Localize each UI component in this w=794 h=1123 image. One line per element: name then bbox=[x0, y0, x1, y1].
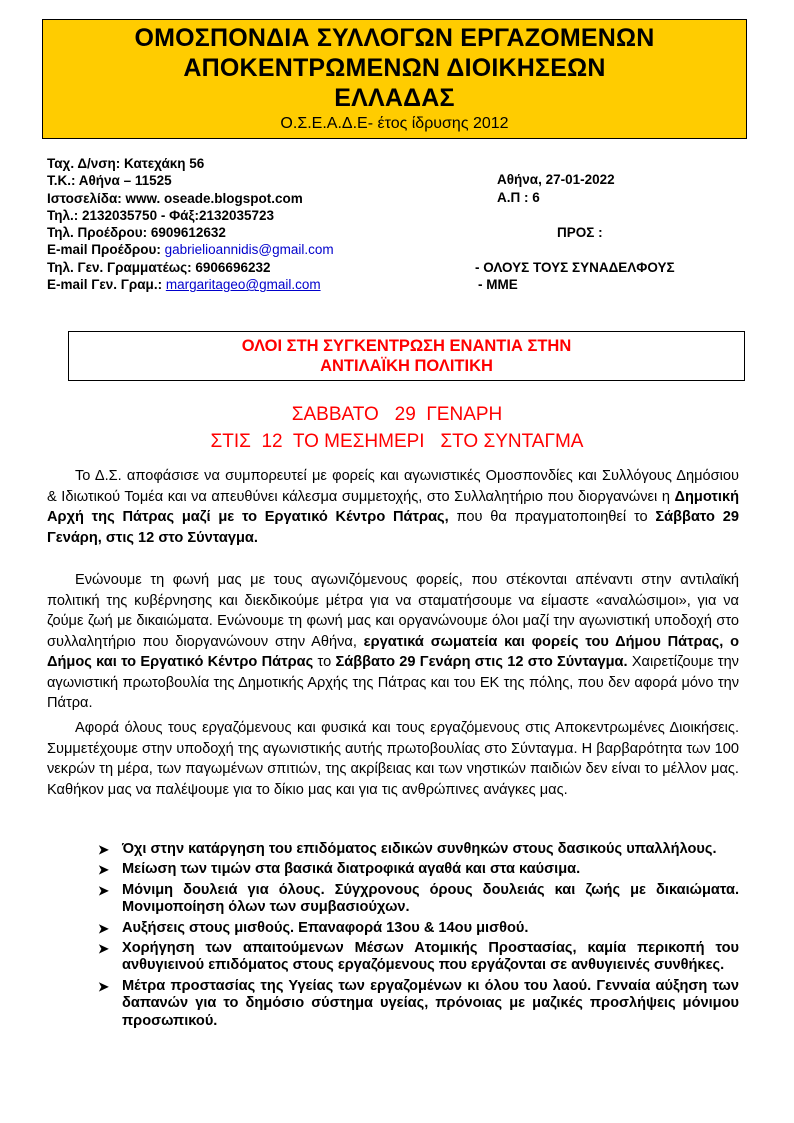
p2-text: Ενώνουμε τη φωνή μας με τους αγωνιζόμενους φορείς, που στέκονται απέναντι στην αντιλαϊκή πολιτική της κυβέρνησης και διεκδικούμε μέτρα για να σταματήσουμε να είμαστε «αναλώσιμοι», για να ζούμε ζωή με δικαιώματα. Ενώνουμε τη φωνή μας και οργανώνουμε όλοι μαζί την αγωνιστική υποδοχή στο συλλαλητήριο που διοργανώνουν στην Αθήνα, bbox=[47, 572, 739, 650]
demand-item bbox=[98, 920, 739, 937]
title-line-2: ΑΝΤΙΛΑΪΚΗ ΠΟΛΙΤΙΚΗ bbox=[320, 357, 493, 375]
demand-item bbox=[98, 882, 739, 917]
recipient-media: - ΜΜΕ bbox=[478, 277, 518, 292]
demands-list bbox=[98, 841, 739, 1033]
p2-organizers: εργατικά σωματεία και φορείς του Δήμου Πάτρας, ο Δήμος και το Εργατικό Κέντρο Πάτρας bbox=[47, 633, 739, 670]
president-email-label: E-mail Προέδρου: bbox=[47, 242, 165, 258]
org-name-line-1: ΟΜΟΣΠΟΝΔΙΑ ΣΥΛΛΟΓΩΝ ΕΡΓΑΖΟΜΕΝΩΝ bbox=[134, 24, 655, 52]
demand-text: Μόνιμη δουλειά για όλους. Σύγχρονους όρους δουλειάς και ζωής με δικαιώματα. Μονιμοποίηση όλων των συμβασιούχων. bbox=[122, 881, 739, 916]
title-line-1: ΟΛΟΙ ΣΤΗ ΣΥΓΚΕΝΤΡΩΣΗ ΕΝΑΝΤΙΑ ΣΤΗΝ bbox=[241, 337, 572, 355]
paragraph-3: Αφορά όλους τους εργαζόμενους και φυσικά και τους εργαζόμενους στις Αποκεντρωμένες Διοικήσεις. Συμμετέχουμε στην υποδοχή της αγωνιστικής αυτής πρωτοβουλίας στο Σύνταγμα. Η βαρβαρότητα των 100 νεκρών τη μέρα, των παγωμένων σπιτιών, της ακρίβειας και των νηστικών παιδιών δεν είναι το μέλλον μας. Καθήκον μας να παλέψουμε για το δίκιο μας και για τις ανθρώπινες ανάγκες μας. bbox=[47, 720, 739, 798]
president-phone: Τηλ. Προέδρου: 6909612632 bbox=[47, 225, 226, 241]
secretary-email-link[interactable]: margaritageo@gmail.com bbox=[165, 277, 321, 293]
p2-text-3: Χαιρετίζουμε την αγωνιστική πρωτοβουλία της Δημοτικής Αρχής της Πάτρας και του ΕΚ της πόλης, που δεν αφορά μόνο την Πάτρα. bbox=[47, 654, 739, 711]
paragraph-1 bbox=[47, 466, 739, 548]
arrow-bullet-icon: ➤ bbox=[98, 862, 109, 878]
announcement-title bbox=[68, 331, 745, 381]
demand-text: Όχι στην κατάργηση του επιδόματος ειδικών συνθηκών στους δασικούς υπαλλήλους. bbox=[122, 841, 717, 857]
contact-block bbox=[47, 155, 334, 293]
arrow-bullet-icon: ➤ bbox=[98, 978, 109, 994]
address: Ταχ. Δ/νση: Κατεχάκη 56 bbox=[47, 156, 205, 171]
p1-organizers: Δημοτική Αρχή της Πάτρας μαζί με το Εργατικό Κέντρο Πάτρας, bbox=[47, 488, 739, 525]
document-date: Αθήνα, 27-01-2022 bbox=[497, 172, 615, 187]
secretary-phone: Τηλ. Γεν. Γραμματέως: 6906696232 bbox=[47, 259, 271, 275]
p2-event-date: Σάββατο 29 Γενάρη στις 12 στο Σύνταγμα. bbox=[335, 654, 628, 670]
organization-header bbox=[42, 19, 747, 139]
event-day: ΣΑΒΒΑΤΟ 29 ΓΕΝΑΡΗ bbox=[291, 404, 503, 425]
recipient-colleagues: - ΟΛΟΥΣ ΤΟΥΣ ΣΥΝΑΔΕΛΦΟΥΣ bbox=[475, 260, 675, 275]
p2-text-2: το bbox=[313, 654, 336, 670]
demand-text: Μέτρα προστασίας της Υγείας των εργαζομένων κι όλου του λαού. Γενναία αύξηση των δαπανών για το δημόσιο σύστημα υγείας, πρόνοιας με μαζικές προσλήψεις μόνιμου προσωπικού. bbox=[122, 977, 739, 1029]
demand-item bbox=[98, 841, 739, 858]
postal-code: Τ.Κ.: Αθήνα – 11525 bbox=[47, 173, 172, 189]
org-subtitle: Ο.Σ.Ε.Α.Δ.Ε- έτος ίδρυσης 2012 bbox=[280, 115, 509, 132]
demand-text: Αυξήσεις στους μισθούς. Επαναφορά 13ου & 14ου μισθού. bbox=[122, 919, 529, 936]
arrow-bullet-icon: ➤ bbox=[98, 842, 109, 857]
org-name-line-2: ΑΠΟΚΕΝΤΡΩΜΕΝΩΝ ΔΙΟΙΚΗΣΕΩΝ bbox=[183, 54, 606, 82]
demand-text: Χορήγηση των απαιτούμενων Μέσων Ατομικής Προστασίας, καμία περικοπή του ανθυγιεινού επιδόματος στους εργαζόμενους που εργάζονται σε ανθυγιεινές συνθήκες. bbox=[122, 940, 739, 974]
demand-item bbox=[98, 978, 739, 1030]
demand-text: Μείωση των τιμών στα βασικά διατροφικά αγαθά και στα καύσιμα. bbox=[122, 861, 581, 878]
secretary-email-row bbox=[47, 276, 334, 293]
p1-event-date: Σάββατο 29 Γενάρη, στις 12 στο Σύνταγμα. bbox=[47, 509, 739, 546]
website: Ιστοσελίδα: www. oseade.blogspot.com bbox=[47, 190, 303, 206]
president-email-link[interactable]: gabrielioannidis@gmail.com bbox=[164, 242, 334, 258]
org-name-line-3: ΕΛΛΑΔΑΣ bbox=[334, 84, 455, 112]
event-time-place: ΣΤΙΣ 12 ΤΟ ΜΕΣΗΜΕΡΙ ΣΤΟ ΣΥΝΤΑΓΜΑ bbox=[210, 431, 584, 452]
paragraph-2 bbox=[47, 570, 739, 714]
secretary-email-label: E-mail Γεν. Γραμ.: bbox=[47, 277, 166, 293]
p1-text-2: που θα πραγματοποιηθεί το bbox=[448, 509, 656, 525]
protocol-number: Α.Π : 6 bbox=[497, 190, 540, 205]
demand-item bbox=[98, 861, 739, 878]
president-email-row bbox=[47, 241, 334, 258]
arrow-bullet-icon: ➤ bbox=[98, 941, 109, 957]
recipients-label: ΠΡΟΣ : bbox=[557, 225, 603, 240]
arrow-bullet-icon: ➤ bbox=[98, 882, 109, 898]
arrow-bullet-icon: ➤ bbox=[98, 920, 109, 936]
p1-text: Το Δ.Σ. αποφάσισε να συμπορευτεί με φορείς και αγωνιστικές Ομοσπονδίες και Συλλόγους Δημόσιου & Ιδιωτικού Τομέα και να απευθύνει κάλεσμα συμμετοχής, στο Συλλαλητήριο που διοργανώνει η bbox=[47, 468, 739, 505]
demand-item bbox=[98, 940, 739, 975]
phone-fax: Τηλ.: 2132035750 - Φάξ:2132035723 bbox=[47, 207, 275, 223]
